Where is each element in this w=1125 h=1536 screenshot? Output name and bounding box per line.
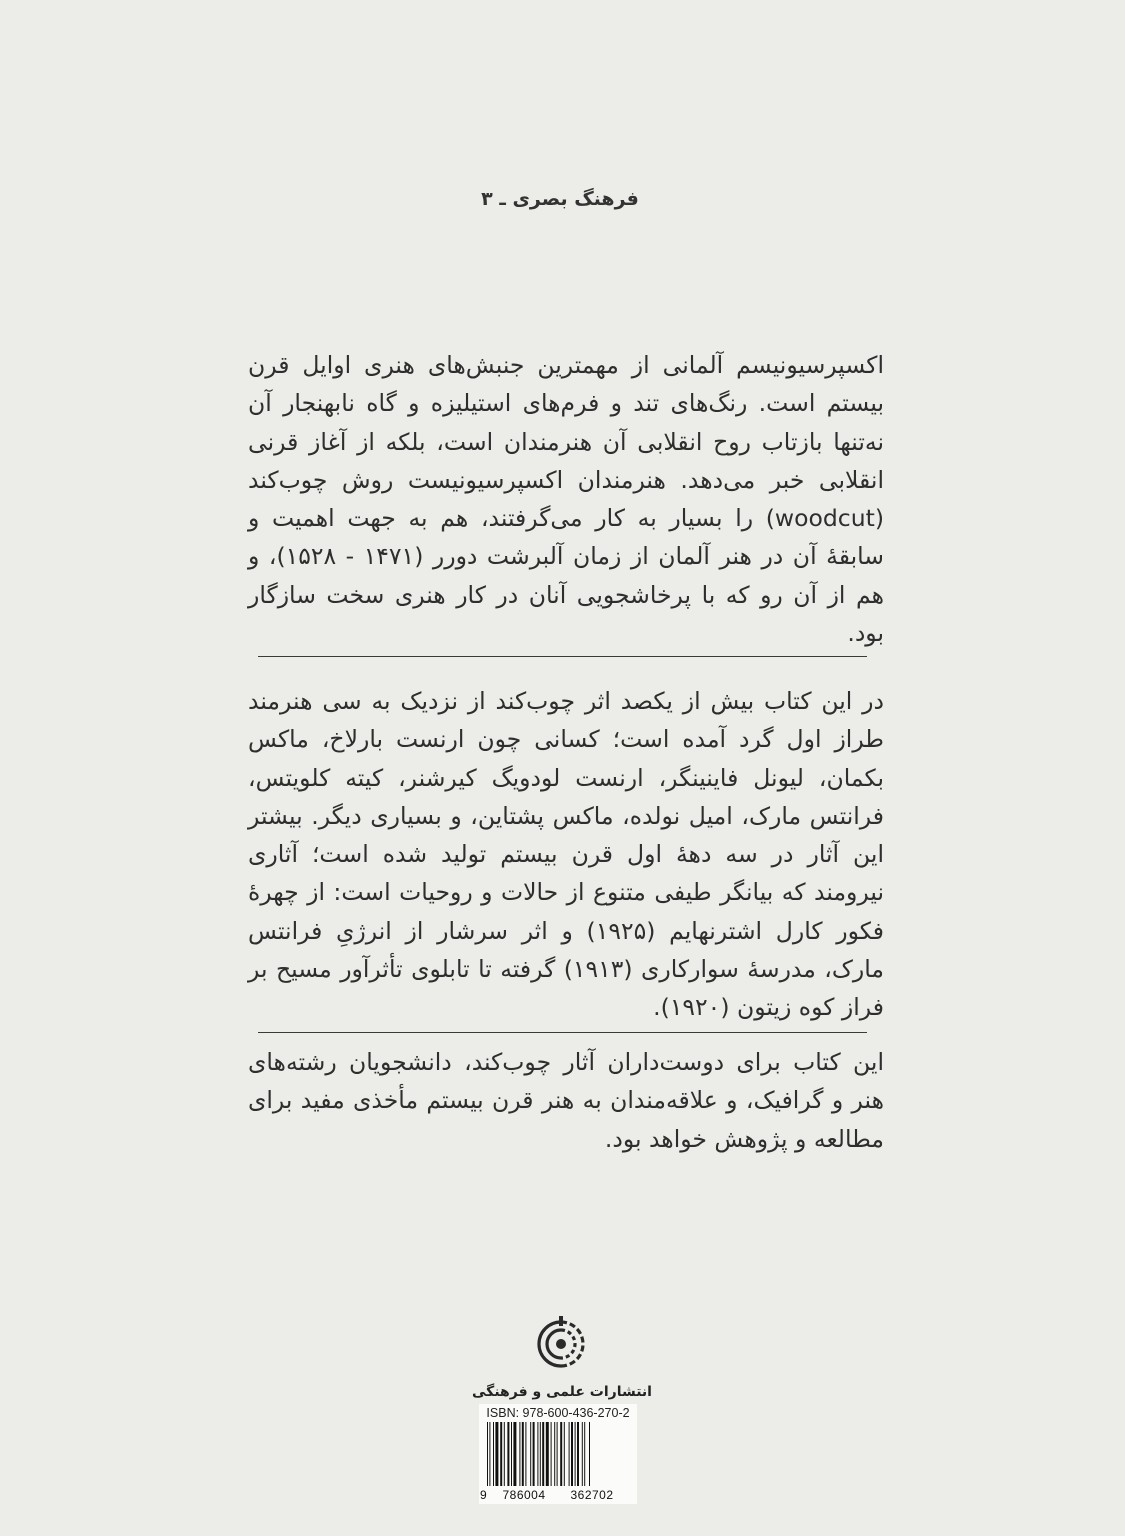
barcode-bars bbox=[487, 1422, 629, 1486]
divider bbox=[258, 656, 867, 657]
series-title: فرهنگ بصری ـ ۳ bbox=[481, 188, 639, 210]
barcode-first-digit: 9 bbox=[480, 1488, 487, 1502]
publisher-name: انتشارات علمی و فرهنگی bbox=[472, 1384, 652, 1400]
divider bbox=[258, 1032, 867, 1033]
isbn-barcode bbox=[479, 1404, 637, 1504]
isbn-text: ISBN: 978-600-436-270-2 bbox=[486, 1406, 630, 1420]
publisher-logo-icon bbox=[530, 1314, 592, 1374]
paragraph-intro: اکسپرسیونیسم آلمانی از مهمترین جنبش‌های هنری اوایل قرن بیستم است. رنگ‌های تند و فرم‌های استیلیزه و گاه نابهنجار آن نه‌تنها بازتاب روح انقلابی آن هنرمندان است، بلکه از آغاز قرنی انقلابی خبر می‌دهد. هنرمندان اکسپرسیونیست روش چوب‌کند (woodcut) را بسیار به کار می‌گرفتند، هم به جهت اهمیت و سابقهٔ آن در هنر آلمان از زمان آلبرشت دورر (۱۴۷۱ - ۱۵۲۸)، و هم از آن رو که با پرخاشجویی آنان در کار هنری سخت سازگار بود. bbox=[248, 351, 884, 648]
barcode-right-group: 362702 bbox=[570, 1488, 614, 1502]
barcode-left-group: 786004 bbox=[502, 1488, 546, 1502]
paragraph-audience: این کتاب برای دوست‌داران آثار چوب‌کند، دانشجویان رشته‌های هنر و گرافیک، و علاقه‌مندان به هنر قرن بیستم مأخذی مفید برای مطالعه و پژوهش خواهد بود. bbox=[248, 1048, 884, 1153]
paragraph-contents: در این کتاب بیش از یکصد اثر چوب‌کند از نزدیک به سی هنرمند طراز اول گرد آمده است؛ کسانی چون ارنست بارلاخ، ماکس بکمان، لیونل فاینینگر، ارنست لودویگ کیرشنر، کیته کلویتس، فرانتس مارک، امیل نولده، ماکس پشتاین، و بسیاری دیگر. بیشتر این آثار در سه دههٔ اول قرن بیستم تولید شده است؛ آثاری نیرومند که بیانگر طیفی متنوع از حالات و روحیات است: از چهرهٔ فکور کارل اشترنهایم (۱۹۲۵) و اثر سرشار از انرژیِ فرانتس مارک، مدرسهٔ سوارکاری (۱۹۱۳) گرفته تا تابلوی تأثرآور مسیح بر فراز کوه زیتون (۱۹۲۰). bbox=[248, 687, 884, 1022]
